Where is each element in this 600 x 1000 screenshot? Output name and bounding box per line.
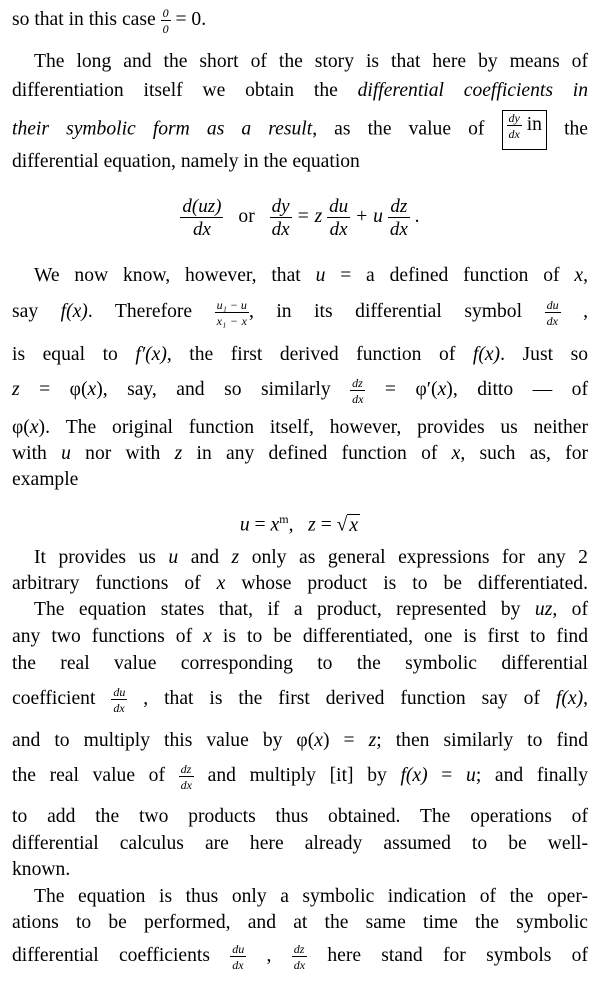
text-span: = φ( <box>19 379 88 400</box>
fraction-numerator: dz <box>388 197 410 218</box>
text-line-26 <box>12 942 588 971</box>
text-line-23: known. <box>12 859 71 880</box>
fraction-numerator: 0 <box>162 5 169 20</box>
text-line-21: to add the two products thus obtained. The operations of <box>12 806 588 827</box>
fraction-du-dx <box>111 686 127 714</box>
fraction-denominator: x₁ − x <box>216 313 247 328</box>
text-span: in <box>521 114 542 136</box>
bracketed-dy-dx-in <box>502 110 547 150</box>
math-expr: f(x) <box>472 344 501 365</box>
fraction-numerator: du <box>113 684 126 699</box>
text-line-15 <box>12 596 588 623</box>
text-span: ; then similarly to find <box>376 730 589 751</box>
text-span: say <box>12 301 61 322</box>
equation-example-functions <box>12 506 588 539</box>
fraction-dz-dx <box>179 763 194 791</box>
math-var: z <box>368 730 377 751</box>
fraction-denominator: dx <box>546 313 558 328</box>
fraction-du-dx <box>230 943 246 971</box>
text-span: nor with <box>70 443 175 464</box>
fraction-d-uz-dx <box>180 197 223 239</box>
text-line-19 <box>12 727 588 754</box>
text-span: ), say, and so similarly <box>96 379 351 400</box>
math-var: x <box>270 514 280 536</box>
text-line-8 <box>12 341 588 368</box>
text-span: + u <box>350 206 388 227</box>
text-line-1 <box>12 6 588 35</box>
fraction-numerator: du <box>546 297 559 312</box>
text-span: = 0. <box>170 9 207 30</box>
text-span: arbitrary functions of <box>12 573 217 594</box>
fraction-numerator: dy <box>271 195 290 217</box>
text-span: , as the value of <box>312 118 502 140</box>
text-span: The equation states that, if a product, represented by <box>34 599 535 620</box>
math-var: x <box>314 730 323 751</box>
fraction-denominator: dx <box>192 218 211 240</box>
text-span: , in its differential symbol <box>248 301 545 322</box>
fraction-denominator: dx <box>293 957 306 972</box>
fraction-difference-quotient <box>215 299 249 327</box>
text-span: = a defined function of <box>325 265 575 286</box>
math-var: u <box>168 547 179 568</box>
document-page <box>12 0 588 1000</box>
text-span: differentiation itself we obtain the <box>12 80 358 101</box>
text-line-9 <box>12 376 588 405</box>
fraction-numerator: dz <box>292 943 307 957</box>
text-line-4 <box>12 110 588 150</box>
text-span: , <box>288 514 309 536</box>
text-span: coefficient <box>12 688 112 709</box>
math-var: u <box>61 443 71 464</box>
text-span: only as general expressions for any 2 <box>239 547 588 568</box>
text-span: , <box>583 688 589 709</box>
text-span: here stand for symbols of <box>307 945 588 966</box>
text-line-5: differential equation, namely in the equation <box>12 151 360 172</box>
text-span: with <box>12 443 62 464</box>
fraction-denominator: dx <box>508 126 520 141</box>
fraction-denominator: 0 <box>162 21 169 36</box>
text-line-10 <box>12 414 588 441</box>
text-line-22: differential calculus are here already assumed to be well- <box>12 833 588 854</box>
italic-phrase: differential coefficients in <box>357 80 588 101</box>
fraction-dz-dx <box>388 197 410 239</box>
text-span: in any defined function of <box>182 443 452 464</box>
text-span: φ( <box>12 417 30 438</box>
fraction-numerator: dy <box>508 110 520 125</box>
fraction-numerator: u₁ − u <box>216 297 247 312</box>
text-span: ; and finally <box>475 765 588 786</box>
text-span: differential coefficients <box>12 945 231 966</box>
fraction-denominator: dx <box>389 218 408 240</box>
text-line-24: The equation is thus only a symbolic indication of the oper- <box>34 886 588 907</box>
math-var: x <box>29 417 39 438</box>
fraction-dy-dx <box>270 197 292 239</box>
fraction-numerator: du <box>232 941 245 956</box>
text-span: ) = <box>322 730 369 751</box>
math-var: x <box>574 265 584 286</box>
fraction-dz-dx <box>292 943 307 971</box>
text-span: the <box>546 118 589 140</box>
text-span: , the first derived function of <box>166 344 473 365</box>
text-line-16 <box>12 623 588 650</box>
fraction-denominator: dx <box>352 391 364 406</box>
text-span: ). The original function itself, however, provides us neither <box>38 417 588 438</box>
text-span: , such as, for <box>460 443 589 464</box>
fraction-du-dx <box>545 299 561 327</box>
text-span: ), ditto — of <box>446 379 588 400</box>
fraction-denominator: dx <box>329 218 348 240</box>
text-span: = φ′( <box>365 379 438 400</box>
fraction-du-dx <box>327 197 350 239</box>
math-var: z <box>308 514 316 536</box>
math-var: x <box>437 379 447 400</box>
fraction-dy-dx <box>507 112 522 140</box>
text-span: is equal to <box>12 344 136 365</box>
text-line-12: example <box>12 469 79 490</box>
text-line-11 <box>12 440 588 467</box>
math-expr: f(x) <box>400 765 428 786</box>
text-span: . <box>409 206 420 227</box>
text-span: so that in this case <box>12 9 161 30</box>
math-var: x <box>451 443 461 464</box>
fraction-denominator: dx <box>232 957 244 972</box>
fraction-denominator: dx <box>271 218 290 240</box>
text-line-13 <box>12 544 588 571</box>
text-span: , <box>560 301 588 322</box>
text-line-6 <box>12 262 588 289</box>
text-line-2: The long and the short of the story is that here by means of <box>34 51 588 72</box>
radicand: x <box>349 514 359 536</box>
text-line-14 <box>12 570 588 597</box>
text-span: , that is the first derived function say of <box>127 688 556 709</box>
text-span: whose product is to be differentiated. <box>225 573 589 594</box>
sqrt-sign: √ <box>336 514 348 536</box>
math-var: z <box>231 547 240 568</box>
fraction-numerator: d(uz) <box>182 195 222 217</box>
math-expr: f(x) <box>555 688 584 709</box>
fraction-numerator: dz <box>179 763 194 777</box>
text-span: = <box>249 514 271 536</box>
text-line-17: the real value corresponding to the symbolic differential <box>12 653 588 674</box>
text-span: any two functions of <box>12 626 204 647</box>
math-expr: f(x) <box>60 301 88 322</box>
text-span: = <box>427 765 467 786</box>
text-span: . Just so <box>500 344 588 365</box>
math-var: x <box>203 626 212 647</box>
text-line-7 <box>12 298 588 327</box>
text-span: . Therefore <box>87 301 215 322</box>
math-var: x <box>87 379 97 400</box>
text-span: , of <box>552 599 588 620</box>
equation-product-rule <box>12 190 588 244</box>
text-line-25: ations to be performed, and at the same time the symbolic <box>12 912 588 933</box>
math-expr: f′(x) <box>135 344 167 365</box>
text-line-3 <box>12 77 588 104</box>
text-span: , <box>246 945 292 966</box>
fraction-dz-dx <box>350 377 365 405</box>
text-span: , <box>583 265 588 286</box>
text-span: and <box>178 547 232 568</box>
fraction-denominator: dx <box>113 700 125 715</box>
text-span: is to be differentiated, one is first to find <box>211 626 588 647</box>
text-line-20 <box>12 762 588 791</box>
fraction-zero-over-zero <box>161 7 171 35</box>
math-var: z <box>174 443 183 464</box>
text-span: or <box>238 206 255 227</box>
exponent: m <box>279 512 289 526</box>
italic-phrase: their symbolic form as a result <box>12 118 313 140</box>
text-span: = <box>315 514 337 536</box>
text-span: = z <box>291 206 328 227</box>
text-span: We now know, however, that <box>34 265 316 286</box>
text-span: and to multiply this value by φ( <box>12 730 315 751</box>
fraction-denominator: dx <box>180 777 192 792</box>
fraction-numerator: dz <box>350 377 365 391</box>
math-var: z <box>12 379 20 400</box>
fraction-numerator: du <box>329 195 349 217</box>
text-line-18 <box>12 685 588 714</box>
text-span: the real value of <box>12 765 179 786</box>
math-var: u <box>315 265 326 286</box>
text-span: It provides us <box>34 547 169 568</box>
math-var: uz <box>534 599 553 620</box>
math-var: u <box>239 514 250 536</box>
math-var: u <box>466 765 476 786</box>
math-var: x <box>216 573 226 594</box>
text-span: and multiply [it] by <box>193 765 401 786</box>
